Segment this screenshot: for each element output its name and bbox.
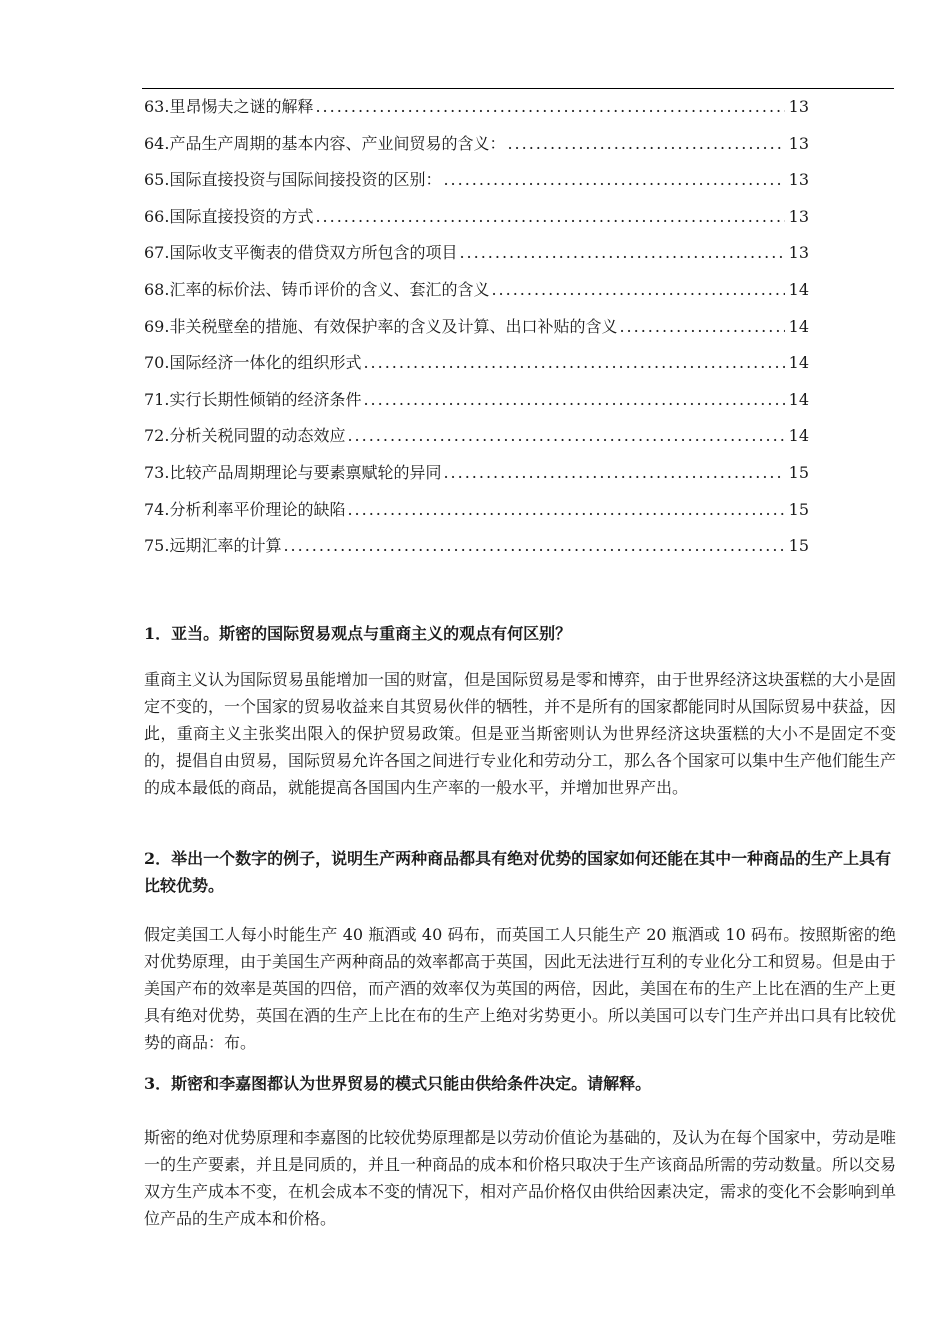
toc-dot-leader <box>443 168 784 192</box>
table-of-contents <box>144 92 809 568</box>
toc-entry[interactable] <box>144 385 809 422</box>
toc-entry[interactable] <box>144 312 809 349</box>
toc-entry-page: 15 <box>788 499 809 519</box>
toc-entry-page: 13 <box>788 170 809 190</box>
toc-entry[interactable] <box>144 202 809 239</box>
toc-dot-leader <box>619 315 784 339</box>
toc-entry[interactable] <box>144 495 809 532</box>
toc-entry[interactable] <box>144 348 809 385</box>
toc-entry-title: 70.国际经济一体化的组织形式 <box>144 353 362 373</box>
toc-dot-leader <box>283 534 784 558</box>
header-rule <box>142 88 894 89</box>
toc-entry-page: 13 <box>788 133 809 153</box>
toc-entry-title: 74.分析利率平价理论的缺陷 <box>144 499 346 519</box>
toc-entry-page: 13 <box>788 97 809 116</box>
question-2-heading: 2．举出一个数字的例子，说明生产两种商品都具有绝对优势的国家如何还能在其中一种商品的生产上具有比较优势。 <box>144 849 892 895</box>
question-1-answer: 重商主义认为国际贸易虽能增加一国的财富，但是国际贸易是零和博弈，由于世界经济这块蛋糕的大小是固定不变的，一个国家的贸易收益来自其贸易伙伴的牺牲，并不是所有的国家都能同时从国际贸易中获益，因此，重商主义主张奖出限入的保护贸易政策。但是亚当斯密则认为世界经济这块蛋糕的大小不是固定不变的，提倡自由贸易，国际贸易允许各国之间进行专业化和劳动分工，那么各个国家可以集中生产他们能生产的成本最低的商品，就能提高各国国内生产率的一般水平，并增加世界产出。 <box>144 670 897 797</box>
toc-entry-title: 69.非关税壁垒的措施、有效保护率的含义及计算、出口补贴的含义 <box>144 316 618 336</box>
toc-entry-page: 14 <box>788 389 809 409</box>
toc-entry-title: 72.分析关税同盟的动态效应 <box>144 426 346 446</box>
toc-entry-title: 65.国际直接投资与国际间接投资的区别： <box>144 170 442 190</box>
question-2-answer: 假定美国工人每小时能生产 40 瓶酒或 40 码布，而英国工人只能生产 20 瓶酒或 10 码布。按照斯密的绝对优势原理，由于美国生产两种商品的效率都高于英国，因此无法进行互利的专业化分工和贸易。但是由于美国产布的效率是英国的四倍，而产酒的效率仅为英国的两倍，因此，美国在布的生产上比在酒的生产上更具有绝对优势，英国在酒的生产上比在布的生产上绝对劣势更小。所以美国可以专门生产并出口具有比较优势的商品：布。 <box>144 925 897 1052</box>
toc-entry-page: 13 <box>788 206 809 226</box>
toc-entry[interactable] <box>144 458 809 495</box>
question-1-heading: 1．亚当。斯密的国际贸易观点与重商主义的观点有何区别？ <box>144 624 572 643</box>
toc-dot-leader <box>507 132 784 156</box>
toc-entry[interactable] <box>144 275 809 312</box>
toc-entry[interactable] <box>144 531 809 568</box>
toc-dot-leader <box>443 461 784 485</box>
toc-dot-leader <box>347 424 784 448</box>
toc-dot-leader <box>347 498 784 522</box>
toc-dot-leader <box>363 351 784 375</box>
toc-entry[interactable] <box>144 92 809 129</box>
toc-dot-leader <box>491 278 784 302</box>
question-3-heading: 3．斯密和李嘉图都认为世界贸易的模式只能由供给条件决定。请解释。 <box>144 1074 652 1093</box>
toc-entry-title: 66.国际直接投资的方式 <box>144 206 314 226</box>
toc-entry-page: 14 <box>788 316 809 336</box>
question-3-answer: 斯密的绝对优势原理和李嘉图的比较优势原理都是以劳动价值论为基础的，及认为在每个国家中，劳动是唯一的生产要素，并且是同质的，并且一种商品的成本和价格只取决于生产该商品所需的劳动数量。所以交易双方生产成本不变，在机会成本不变的情况下，相对产品价格仅由供给因素决定，需求的变化不会影响到单位产品的生产成本和价格。 <box>144 1128 897 1228</box>
toc-dot-leader <box>315 205 784 229</box>
toc-dot-leader <box>363 388 784 412</box>
toc-entry-title: 68.汇率的标价法、铸币评价的含义、套汇的含义 <box>144 279 490 299</box>
toc-entry-title: 64.产品生产周期的基本内容、产业间贸易的含义： <box>144 133 506 153</box>
toc-entry-title: 73.比较产品周期理论与要素禀赋轮的异同 <box>144 462 442 482</box>
toc-entry-page: 15 <box>788 462 809 482</box>
toc-entry[interactable] <box>144 165 809 202</box>
toc-entry-title: 63.里昂惕夫之谜的解释 <box>144 97 314 116</box>
toc-entry-page: 15 <box>788 536 809 556</box>
toc-entry-title: 67.国际收支平衡表的借贷双方所包含的项目 <box>144 243 458 263</box>
toc-entry-title: 75.远期汇率的计算 <box>144 536 282 556</box>
toc-dot-leader <box>459 241 784 265</box>
toc-entry-page: 14 <box>788 353 809 373</box>
toc-entry-page: 14 <box>788 279 809 299</box>
toc-dot-leader <box>315 95 784 119</box>
toc-entry[interactable] <box>144 238 809 275</box>
toc-entry[interactable] <box>144 129 809 166</box>
toc-entry[interactable] <box>144 421 809 458</box>
toc-entry-title: 71.实行长期性倾销的经济条件 <box>144 389 362 409</box>
toc-entry-page: 13 <box>788 243 809 263</box>
toc-entry-page: 14 <box>788 426 809 446</box>
